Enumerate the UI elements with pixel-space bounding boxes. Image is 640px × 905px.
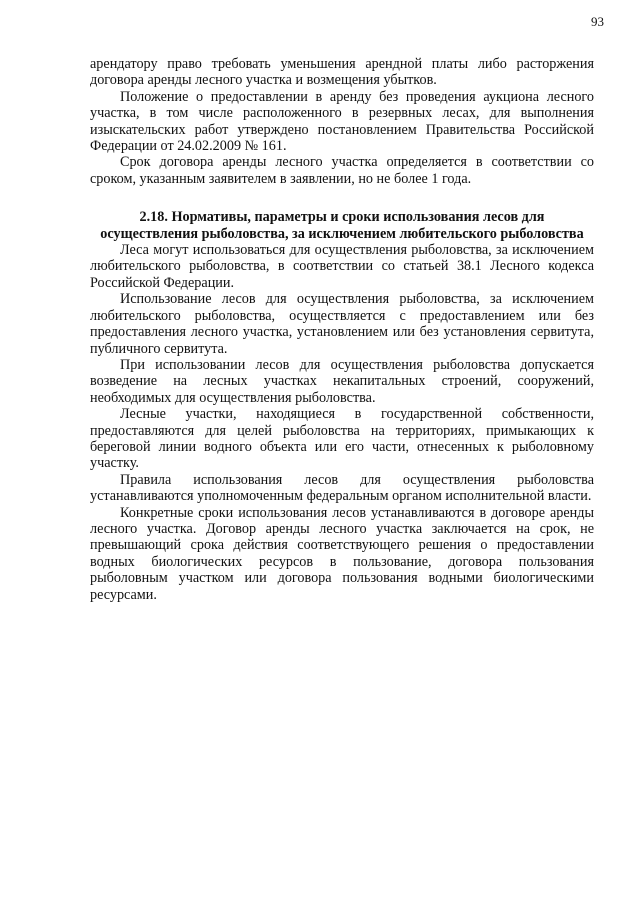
section-paragraph-3: При использовании лесов для осуществления рыболовства допускается возведение на лесных участках некапитальных строений, сооружений, необходимых для осуществления рыболовства. — [90, 356, 594, 406]
intro-paragraph-3: Срок договора аренды лесного участка определяется в соответствии со сроком, указанным заявителем в заявлении, но не более 1 года. — [90, 154, 594, 187]
section-paragraph-2: Использование лесов для осуществления рыболовства, за исключением любительского рыболовства, осуществляется с предоставлением или без предоставления лесного участка, установлением или без установления сервитута, публичного сервитута. — [90, 291, 594, 357]
document-body — [90, 56, 594, 603]
section-paragraph-5: Правила использования лесов для осуществления рыболовства устанавливаются уполномоченным федеральным органом исполнительной власти. — [90, 471, 594, 505]
page-number: 93 — [591, 14, 604, 29]
section-paragraph-1: Леса могут использоваться для осуществления рыболовства, за исключением любительского рыболовства, в соответствии со статьей 38.1 Лесного кодекса Российской Федерации. — [90, 242, 594, 291]
intro-paragraph-2: Положение о предоставлении в аренду без проведения аукциона лесного участка, в том числе расположенного в резервных лесах, для выполнения изыскательских работ утверждено постановлением Правительства Российской Федерации от 24.02.2009 № 161. — [90, 88, 594, 155]
section-paragraph-4: Лесные участки, находящиеся в государственной собственности, предоставляются для целей рыболовства на территориях, примыкающих к береговой линии водного объекта или его части, отнесенных к рыболовному участку. — [90, 406, 594, 472]
section-heading: 2.18. Нормативы, параметры и сроки использования лесов для осуществления рыболовства, за исключением любительского рыболовства — [100, 209, 584, 242]
section-body — [90, 242, 594, 603]
intro-paragraph-1: арендатору право требовать уменьшения арендной платы либо расторжения договора аренды лесного участка и возмещения убытков. — [90, 56, 594, 89]
section-paragraph-6: Конкретные сроки использования лесов устанавливаются в договоре аренды лесного участка. Договор аренды лесного участка заключается на срок, не превышающий срока действия соответствующего решения о предоставлении водных биологических ресурсов в пользование, договора пользования рыболовным участком или договора пользования водными биологическими ресурсами. — [90, 504, 594, 603]
